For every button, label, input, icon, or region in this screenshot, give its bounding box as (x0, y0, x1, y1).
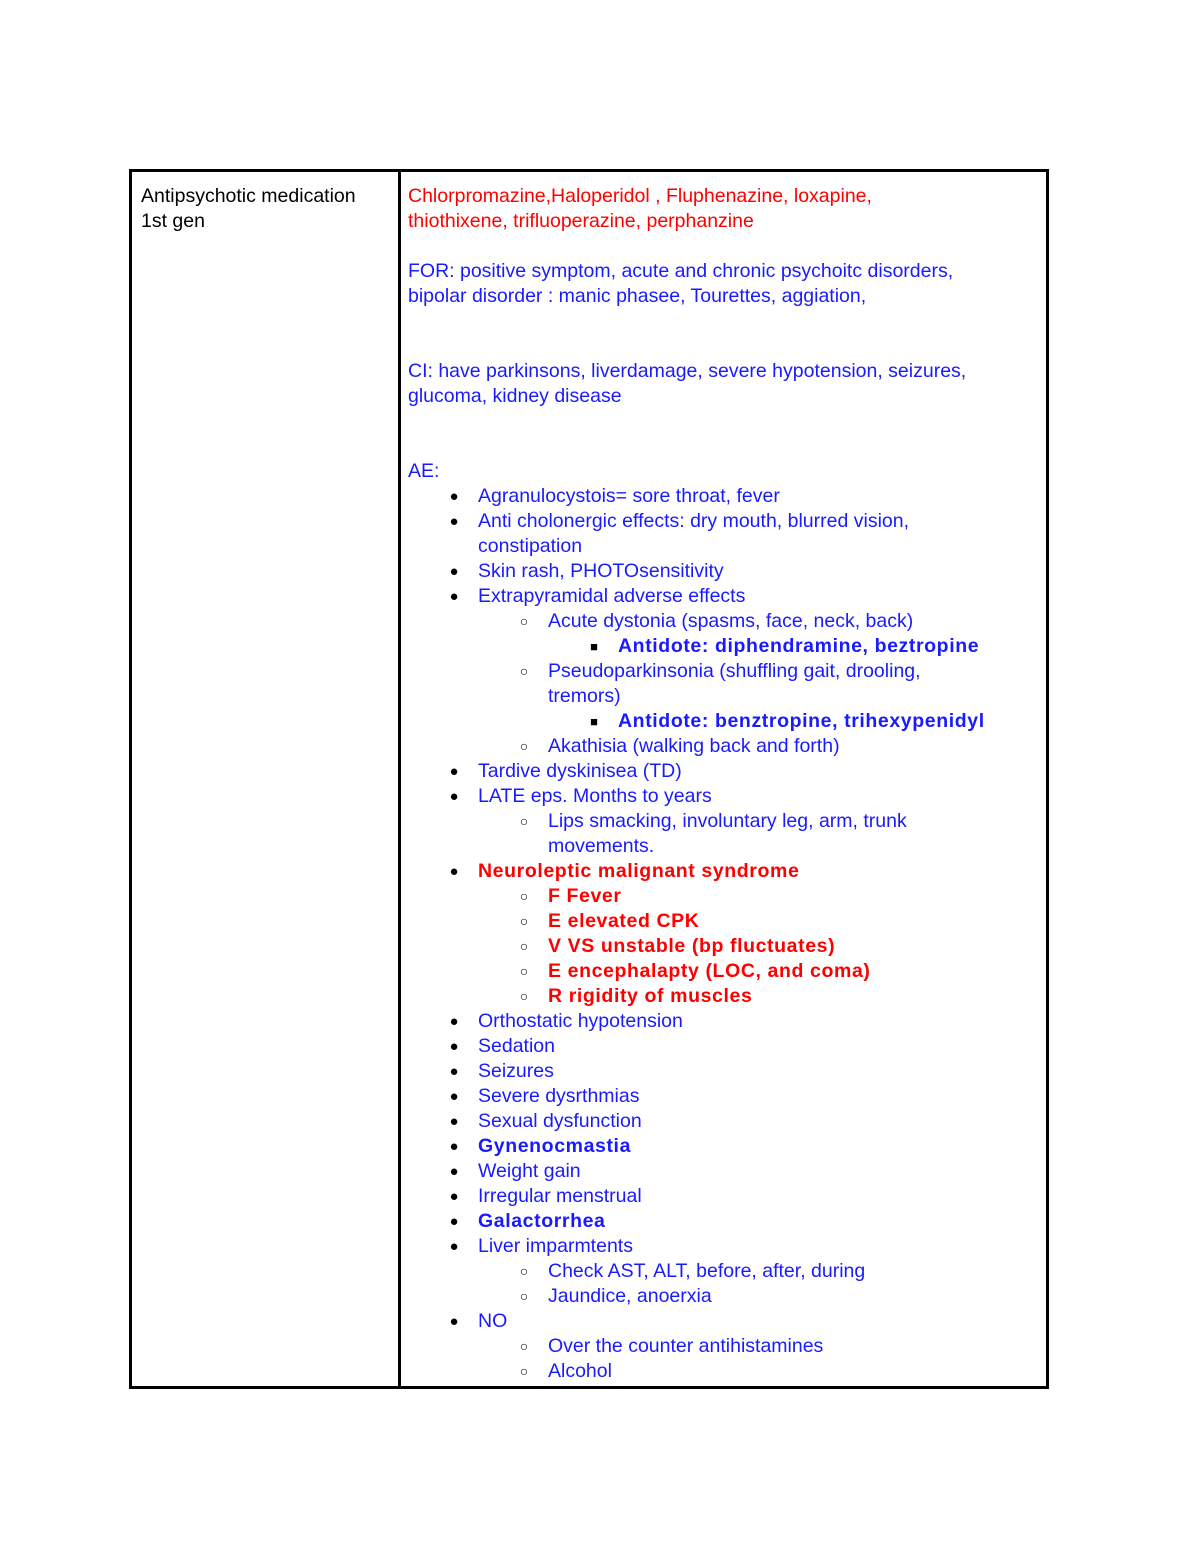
list-item: ● Sedation (408, 1034, 1038, 1059)
bullet-icon: ● (449, 1188, 459, 1205)
list-item: ● Galactorrhea (408, 1209, 1038, 1234)
contraindications-line-1: CI: have parkinsons, liverdamage, severe hypotension, seizures, (408, 360, 967, 382)
list-item: ● Sexual dysfunction (408, 1109, 1038, 1134)
bullet-icon: ● (449, 513, 459, 530)
sub-list-item: ○ R rigidity of muscles (408, 984, 1038, 1009)
list-item: ● Agranulocystois= sore throat, fever (408, 484, 1038, 509)
hollow-bullet-icon: ○ (519, 938, 529, 954)
drug-list-line-2: thiothixene, trifluoperazine, perphanzine (408, 210, 754, 232)
right-cell (408, 184, 1038, 1384)
bullet-icon: ● (449, 588, 459, 605)
hollow-bullet-icon: ○ (519, 913, 529, 929)
list-item: ● Weight gain (408, 1159, 1038, 1184)
adverse-effects-label: AE: (408, 460, 440, 482)
list-item: ● Irregular menstrual (408, 1184, 1038, 1209)
bullet-icon: ● (449, 1138, 459, 1155)
drug-class-generation: 1st gen (141, 210, 205, 232)
left-cell (141, 184, 391, 234)
bullet-icon: ● (449, 1313, 459, 1330)
square-bullet-icon: ■ (590, 639, 598, 654)
bullet-icon: ● (449, 1213, 459, 1230)
hollow-bullet-icon: ○ (519, 988, 529, 1004)
antidote-item: ■ Antidote: diphendramine, beztropine (408, 634, 1038, 659)
list-item: ● Liver imparmtents (408, 1234, 1038, 1259)
list-item: ● Skin rash, PHOTOsensitivity (408, 559, 1038, 584)
list-item: ● NO (408, 1309, 1038, 1334)
medication-table (129, 169, 1049, 1389)
hollow-bullet-icon: ○ (519, 813, 529, 829)
hollow-bullet-icon: ○ (519, 613, 529, 629)
hollow-bullet-icon: ○ (519, 1338, 529, 1354)
antidote-item: ■ Antidote: benztropine, trihexypenidyl (408, 709, 1038, 734)
list-item: ● Seizures (408, 1059, 1038, 1084)
sub-list-item: ○ Check AST, ALT, before, after, during (408, 1259, 1038, 1284)
hollow-bullet-icon: ○ (519, 1263, 529, 1279)
list-item: ● LATE eps. Months to years (408, 784, 1038, 809)
hollow-bullet-icon: ○ (519, 963, 529, 979)
list-item: ● Anti cholonergic effects: dry mouth, blurred vision, (408, 509, 1038, 534)
sub-list-item: ○ Jaundice, anoerxia (408, 1284, 1038, 1309)
indications-line-2: bipolar disorder : manic phasee, Tourettes, aggiation, (408, 285, 867, 307)
hollow-bullet-icon: ○ (519, 888, 529, 904)
sub-list-item: ○ E encephalapty (LOC, and coma) (408, 959, 1038, 984)
list-item: ● Orthostatic hypotension (408, 1009, 1038, 1034)
sub-list-item-continuation: movements. (548, 835, 655, 857)
sub-list-item-continuation: tremors) (548, 685, 621, 707)
bullet-icon: ● (449, 1088, 459, 1105)
bullet-icon: ● (449, 1163, 459, 1180)
sub-list-item: ○ Over the counter antihistamines (408, 1334, 1038, 1359)
bullet-icon: ● (449, 1013, 459, 1030)
bullet-icon: ● (449, 1113, 459, 1130)
sub-list-item: ○ F Fever (408, 884, 1038, 909)
bullet-icon: ● (449, 488, 459, 505)
sub-list-item: ○ Acute dystonia (spasms, face, neck, back) (408, 609, 1038, 634)
hollow-bullet-icon: ○ (519, 1363, 529, 1379)
drug-list-line-1: Chlorpromazine,Haloperidol , Fluphenazine, loxapine, (408, 185, 872, 207)
list-item-continuation: constipation (478, 535, 583, 557)
square-bullet-icon: ■ (590, 714, 598, 729)
bullet-icon: ● (449, 863, 459, 880)
list-item: ● Severe dysrthmias (408, 1084, 1038, 1109)
indications-line-1: FOR: positive symptom, acute and chronic psychoitc disorders, (408, 260, 954, 282)
bullet-icon: ● (449, 1038, 459, 1055)
hollow-bullet-icon: ○ (519, 738, 529, 754)
drug-class-title: Antipsychotic medication (141, 185, 356, 207)
bullet-icon: ● (449, 1238, 459, 1255)
bullet-icon: ● (449, 788, 459, 805)
hollow-bullet-icon: ○ (519, 663, 529, 679)
sub-list-item: ○ Lips smacking, involuntary leg, arm, trunk (408, 809, 1038, 834)
bullet-icon: ● (449, 1063, 459, 1080)
list-item: ● Neuroleptic malignant syndrome (408, 859, 1038, 884)
sub-list-item: ○ Akathisia (walking back and forth) (408, 734, 1038, 759)
sub-list-item: ○ Pseudoparkinsonia (shuffling gait, drooling, (408, 659, 1038, 684)
sub-list-item: ○ V VS unstable (bp fluctuates) (408, 934, 1038, 959)
bullet-icon: ● (449, 563, 459, 580)
contraindications-line-2: glucoma, kidney disease (408, 385, 622, 407)
column-divider (398, 172, 401, 1386)
sub-list-item: ○ Alcohol (408, 1359, 1038, 1384)
list-item: ● Gynenocmastia (408, 1134, 1038, 1159)
sub-list-item: ○ E elevated CPK (408, 909, 1038, 934)
list-item: ● Extrapyramidal adverse effects (408, 584, 1038, 609)
bullet-icon: ● (449, 763, 459, 780)
hollow-bullet-icon: ○ (519, 1288, 529, 1304)
list-item: ● Tardive dyskinisea (TD) (408, 759, 1038, 784)
